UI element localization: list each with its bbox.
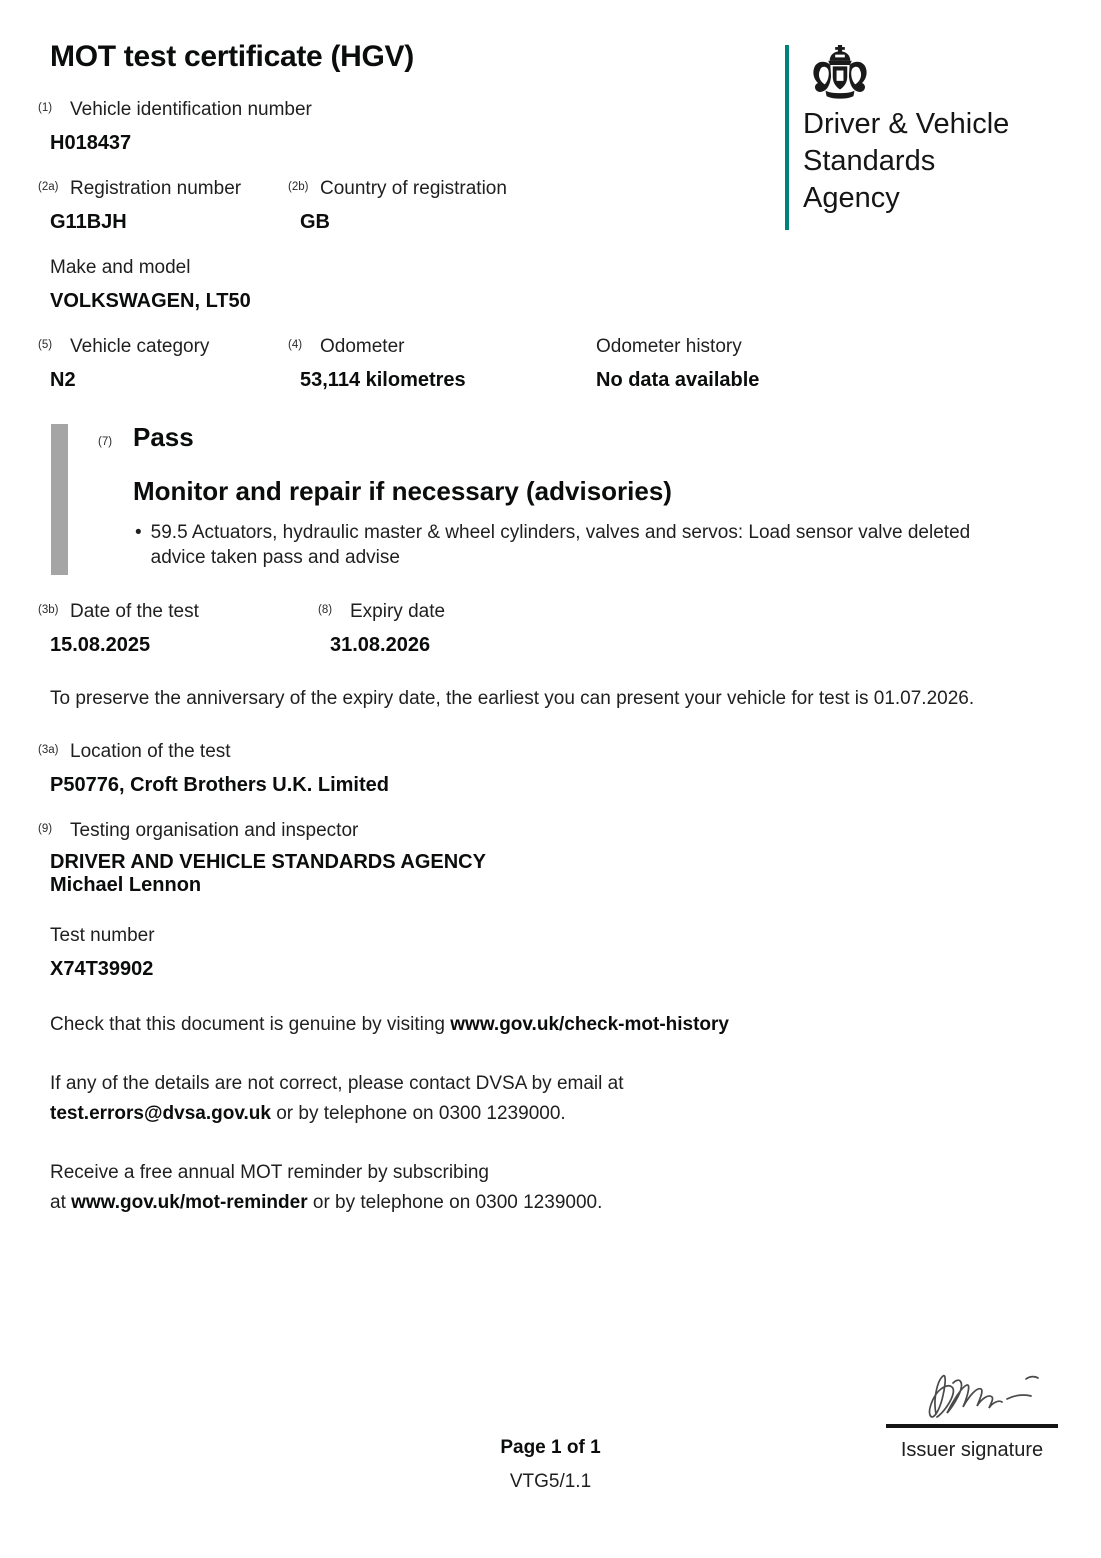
field-label-category: Vehicle category	[70, 336, 210, 357]
field-vin	[38, 98, 1055, 155]
signature-line	[886, 1424, 1058, 1428]
field-ref-registration: (2a)	[38, 181, 59, 193]
field-value-testing-organisation: DRIVER AND VEHICLE STANDARDS AGENCY	[50, 851, 486, 873]
test-result-block	[50, 422, 1055, 576]
signature-icon	[886, 1368, 1058, 1424]
field-ref-odometer: (4)	[288, 339, 303, 351]
field-label-test-number: Test number	[50, 925, 155, 946]
field-value-inspector: Michael Lennon	[50, 874, 202, 896]
field-label-expiry-date: Expiry date	[350, 601, 446, 622]
field-odometer-history	[596, 335, 1055, 392]
field-value-odometer: 53,114 kilometres	[300, 369, 466, 391]
field-label-country: Country of registration	[320, 178, 507, 199]
note-check-genuine-text: Check that this document is genuine by visiting	[50, 1014, 451, 1035]
mot-reminder-link: www.gov.uk/mot-reminder	[71, 1192, 308, 1213]
field-test-number	[50, 924, 1055, 981]
row-registration	[38, 177, 1055, 234]
field-value-registration: G11BJH	[50, 211, 127, 233]
note-errors-tail: or by telephone on 0300 1239000.	[270, 1103, 566, 1124]
field-label-testing-org: Testing organisation and inspector	[70, 820, 359, 841]
field-value-odometer-history: No data available	[596, 369, 760, 391]
note-reminder	[50, 1158, 1055, 1218]
advisory-item	[135, 520, 1007, 570]
row-category-odometer	[38, 335, 1055, 392]
field-ref-testing-org: (9)	[38, 823, 53, 835]
field-country	[288, 177, 1055, 234]
field-ref-expiry-date: (8)	[318, 604, 333, 616]
field-label-test-date: Date of the test	[70, 601, 199, 622]
field-category	[38, 335, 300, 392]
field-ref-result: (7)	[98, 436, 113, 448]
field-label-vin: Vehicle identification number	[70, 99, 312, 120]
field-value-category: N2	[50, 369, 76, 391]
result-side-bar	[51, 424, 68, 575]
field-value-test-date: 15.08.2025	[50, 634, 151, 656]
page-indicator: Page 1 of 1	[500, 1437, 601, 1458]
document-title: MOT test certificate (HGV)	[50, 40, 414, 73]
field-value-location: P50776, Croft Brothers U.K. Limited	[50, 774, 389, 796]
field-ref-category: (5)	[38, 339, 53, 351]
advisories-heading: Monitor and repair if necessary (advisories)	[133, 476, 672, 506]
field-label-location: Location of the test	[70, 741, 231, 762]
note-check-genuine	[50, 1010, 1055, 1040]
note-reminder-line1: Receive a free annual MOT reminder by subscribing	[50, 1162, 489, 1183]
field-value-test-number: X74T39902	[50, 958, 154, 980]
field-label-registration: Registration number	[70, 178, 242, 199]
field-label-odometer-history: Odometer history	[596, 336, 742, 357]
field-test-date	[38, 600, 330, 657]
issuer-signature-block	[886, 1368, 1058, 1462]
field-value-expiry-date: 31.08.2026	[330, 634, 431, 656]
field-testing-org	[38, 819, 1055, 897]
test-result-status	[98, 422, 1055, 452]
field-label-odometer: Odometer	[320, 336, 405, 357]
row-dates	[38, 600, 1055, 657]
note-reminder-line2-prefix: at	[50, 1192, 72, 1213]
field-label-make-model: Make and model	[50, 257, 191, 278]
field-location	[38, 740, 1055, 797]
note-errors	[50, 1069, 1055, 1129]
bullet-icon: •	[135, 522, 142, 543]
field-value-make-model: VOLKSWAGEN, LT50	[50, 290, 251, 312]
field-ref-vin: (1)	[38, 102, 53, 114]
logo-text-line-1: Driver & Vehicle	[803, 108, 1010, 140]
field-value-country: GB	[300, 211, 330, 233]
note-reminder-tail: or by telephone on 0300 1239000.	[307, 1192, 603, 1213]
signature-label: Issuer signature	[900, 1439, 1044, 1461]
dvsa-email-link: test.errors@dvsa.gov.uk	[50, 1103, 271, 1124]
anniversary-note: To preserve the anniversary of the expiry date, the earliest you can present your vehicle for test is 01.07.2026.	[50, 688, 975, 709]
field-ref-test-date: (3b)	[38, 604, 59, 616]
field-ref-location: (3a)	[38, 744, 59, 756]
field-registration	[38, 177, 300, 234]
form-number: VTG5/1.1	[509, 1471, 592, 1492]
field-ref-country: (2b)	[288, 181, 309, 193]
logo-text-line-2: Standards	[803, 145, 936, 177]
field-make-model	[50, 256, 1055, 313]
test-result-text: Pass	[133, 422, 194, 452]
advisory-text: 59.5 Actuators, hydraulic master & wheel cylinders, valves and servos: Load sensor valve deleted advice taken pass and advise	[150, 522, 971, 568]
field-value-vin: H018437	[50, 132, 132, 154]
note-errors-line1: If any of the details are not correct, please contact DVSA by email at	[50, 1073, 624, 1094]
check-mot-history-link: www.gov.uk/check-mot-history	[450, 1014, 729, 1035]
field-odometer	[288, 335, 596, 392]
logo-text-line-3: Agency	[803, 182, 900, 214]
field-expiry-date	[318, 600, 1055, 657]
